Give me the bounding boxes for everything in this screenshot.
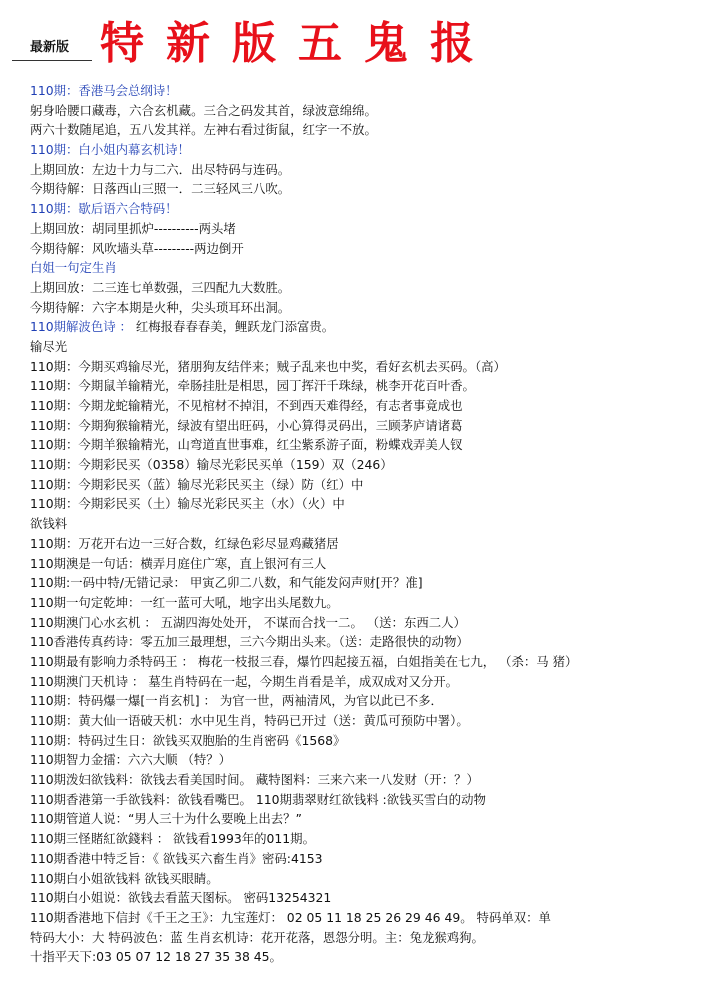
text-line	[30, 534, 702, 554]
line-text: 110期：今期买鸡输尽光，猪朋狗友结伴来；贼子乱来也中奖，看好玄机去买码。（高）	[30, 358, 506, 374]
line-text: 输尽光	[30, 338, 68, 354]
line-text: 110期：特码爆一爆[一肖玄机] ： 为官一世，两袖清风，为官以此已不多．	[30, 693, 443, 709]
line-text: 110期香港中特乏旨：《 欲钱买六畜生肖》密码:4153	[30, 850, 323, 866]
edition-label: 最新版	[30, 40, 70, 55]
text-line	[30, 199, 702, 219]
line-text: 110期：歇后语六合特码！	[30, 201, 178, 217]
line-text: 今期待解：六字本期是火种，尖头琐耳环出洞。	[30, 299, 291, 315]
line-text: 上期回放：二三连七单数强，三四配九大数胜。	[30, 279, 291, 295]
line-text: 110期三怪賭紅欲錢料 ： 欲钱看1993年的011期。	[30, 831, 315, 847]
text-line	[30, 396, 702, 416]
line-text: 110期：万花开右边一三好合数，红绿色彩尽显鸡藏猪居	[30, 535, 339, 551]
text-line	[30, 435, 702, 455]
line-text: 110期：今期彩民买（土）输尽光彩民买主（水）（火）中	[30, 496, 345, 512]
text-line	[30, 120, 702, 140]
line-text: 十指平天下:03 05 07 12 18 27 35 38 45。	[30, 949, 282, 965]
line-text: 110期：黄大仙一语破天机：水中见生肖，特码已开过（送：黄瓜可预防中署）。	[30, 713, 469, 728]
line-text: 今期待解：日落西山三照一．二三轻风三八吹。	[30, 181, 291, 197]
text-line	[30, 258, 702, 278]
line-text: 110香港传真药诗：零五加三最理想，三六今期出头来。（送：走路很快的动物）	[30, 634, 469, 650]
line-text: 110期香港第一手欲钱料：欲钱看嘴巴。 110期翡翠财红欲钱料 :欲钱买雪白的动物	[30, 791, 486, 807]
text-line	[30, 514, 702, 534]
line-text: 110期泼妇欲钱料：欲钱去看美国时间。 藏特图料：三来六来一八发财（开：？）	[30, 772, 479, 788]
line-text: 110期澳是一句话：横弄月庭住广寒，直上银河有三人	[30, 555, 327, 571]
text-line	[30, 475, 702, 495]
text-line	[30, 593, 702, 613]
text-line	[30, 672, 702, 692]
text-line	[30, 337, 702, 357]
line-text: 110期：香港马会总纲诗！	[30, 83, 178, 98]
page-title: 特新版五鬼报	[100, 18, 496, 69]
line-text: 110期白小姐欲钱料 欲钱买眼睛。	[30, 870, 219, 886]
header-divider	[12, 60, 92, 61]
text-line	[30, 613, 702, 633]
text-line	[30, 809, 702, 829]
text-line	[30, 416, 702, 436]
page-header	[0, 0, 706, 80]
text-line	[30, 298, 702, 318]
line-body: 红梅报春春春美，鲤跃龙门添富贵。	[131, 319, 335, 335]
line-text: 110期管道人说：“男人三十为什么要晚上出去？”	[30, 811, 302, 827]
text-line	[30, 101, 702, 121]
text-line	[30, 376, 702, 396]
text-line	[30, 691, 702, 711]
line-text: 今期待解：风吹墙头草---------两边倒开	[30, 240, 244, 256]
text-line	[30, 160, 702, 180]
line-text: 110期：今期狗猴输精光，绿波有望出旺码，小心算得灵码出，三顾茅庐请诸葛	[30, 417, 463, 433]
line-text: 110期：白小姐内幕玄机诗！	[30, 142, 190, 158]
text-line	[30, 790, 702, 810]
line-text: 110期澳门天机诗 ： 墓生肖特码在一起，今期生肖看是羊，成双成对又分开。	[30, 673, 459, 689]
text-line	[30, 652, 702, 672]
line-text: 110期最有影响力杀特码王 ： 梅花一枝报三春，爆竹四起接五福，白姐指美在七九， （杀：马 猪）	[30, 653, 578, 669]
line-text: 特码大小：大 特码波色：蓝 生肖玄机诗：花开花落，恩怨分明。主：兔龙猴鸡狗。	[30, 929, 484, 945]
text-line	[30, 179, 702, 199]
text-line	[30, 317, 702, 337]
text-line	[30, 711, 702, 731]
line-text: 110期：今期彩民买（0358）输尽光彩民买单（159）双（246）	[30, 457, 393, 473]
text-line	[30, 750, 702, 770]
line-text: 110期澳门心水玄机 ： 五湖四海处处开， 不谋而合找一二。 （送：东西二人）	[30, 614, 466, 630]
text-line	[30, 81, 702, 101]
line-text: 110期一句定乾坤：一红一蓝可大吼，地字出头尾数九。	[30, 594, 339, 610]
text-line	[30, 278, 702, 298]
line-text: 上期回放：左边十力与二六．出尽特码与连码。	[30, 161, 291, 177]
text-line	[30, 494, 702, 514]
article-body	[30, 81, 702, 967]
text-line	[30, 947, 702, 967]
line-text: 躬身哈腰口藏毒，六合玄机藏。三合之码发其首，绿波意绵绵。	[30, 102, 377, 118]
line-text: 110期：今期鼠羊输精光，牵肠挂肚是相思，园丁挥汗千珠绿，桃李开花百叶香。	[30, 378, 475, 394]
line-text: 110期：特码过生日：欲钱买双胞胎的生肖密码《1568》	[30, 732, 346, 748]
text-line	[30, 731, 702, 751]
line-text: 110期白小姐说：欲钱去看蓝天图标。 密码13254321	[30, 890, 332, 906]
line-text: 110期:一码中特/无错记录： 甲寅乙卯二八数，和气能发闷声财[开？准]	[30, 575, 423, 591]
line-text: 110期：今期羊猴输精光，山弯道直世事难，红尘紫系游子面，粉蝶戏弄美人钗	[30, 437, 463, 453]
line-text: 两六十数随尾追，五八发其祥。左神右看过街鼠，红字一不放。	[30, 122, 377, 138]
line-heading: 110期解波色诗 ：	[30, 319, 132, 335]
text-line	[30, 357, 702, 377]
text-line	[30, 928, 702, 948]
line-text: 欲钱料	[30, 516, 68, 532]
text-line	[30, 849, 702, 869]
text-line	[30, 554, 702, 574]
text-line	[30, 770, 702, 790]
line-text: 110期：今期彩民买（蓝）输尽光彩民买主（绿）防（红）中	[30, 476, 364, 492]
text-line	[30, 573, 702, 593]
line-text: 110期：今期龙蛇输精光，不见棺材不掉泪，不到西天难得经，有志者事竟成也	[30, 398, 463, 413]
text-line	[30, 455, 702, 475]
text-line	[30, 632, 702, 652]
line-text: 白姐一句定生肖	[30, 260, 117, 276]
text-line	[30, 869, 702, 889]
text-line	[30, 829, 702, 849]
line-text: 110期香港地下信封《千王之王》：九宝莲灯： 02 05 11 18 25 26 29 46 49。 特码单双：单	[30, 909, 551, 925]
line-text: 上期回放：胡同里抓炉----------两头堵	[30, 220, 236, 236]
text-line	[30, 908, 702, 928]
text-line	[30, 239, 702, 259]
text-line	[30, 219, 702, 239]
line-text: 110期智力金擂：六六大顺 （特？）	[30, 752, 232, 768]
text-line	[30, 140, 702, 160]
text-line	[30, 888, 702, 908]
